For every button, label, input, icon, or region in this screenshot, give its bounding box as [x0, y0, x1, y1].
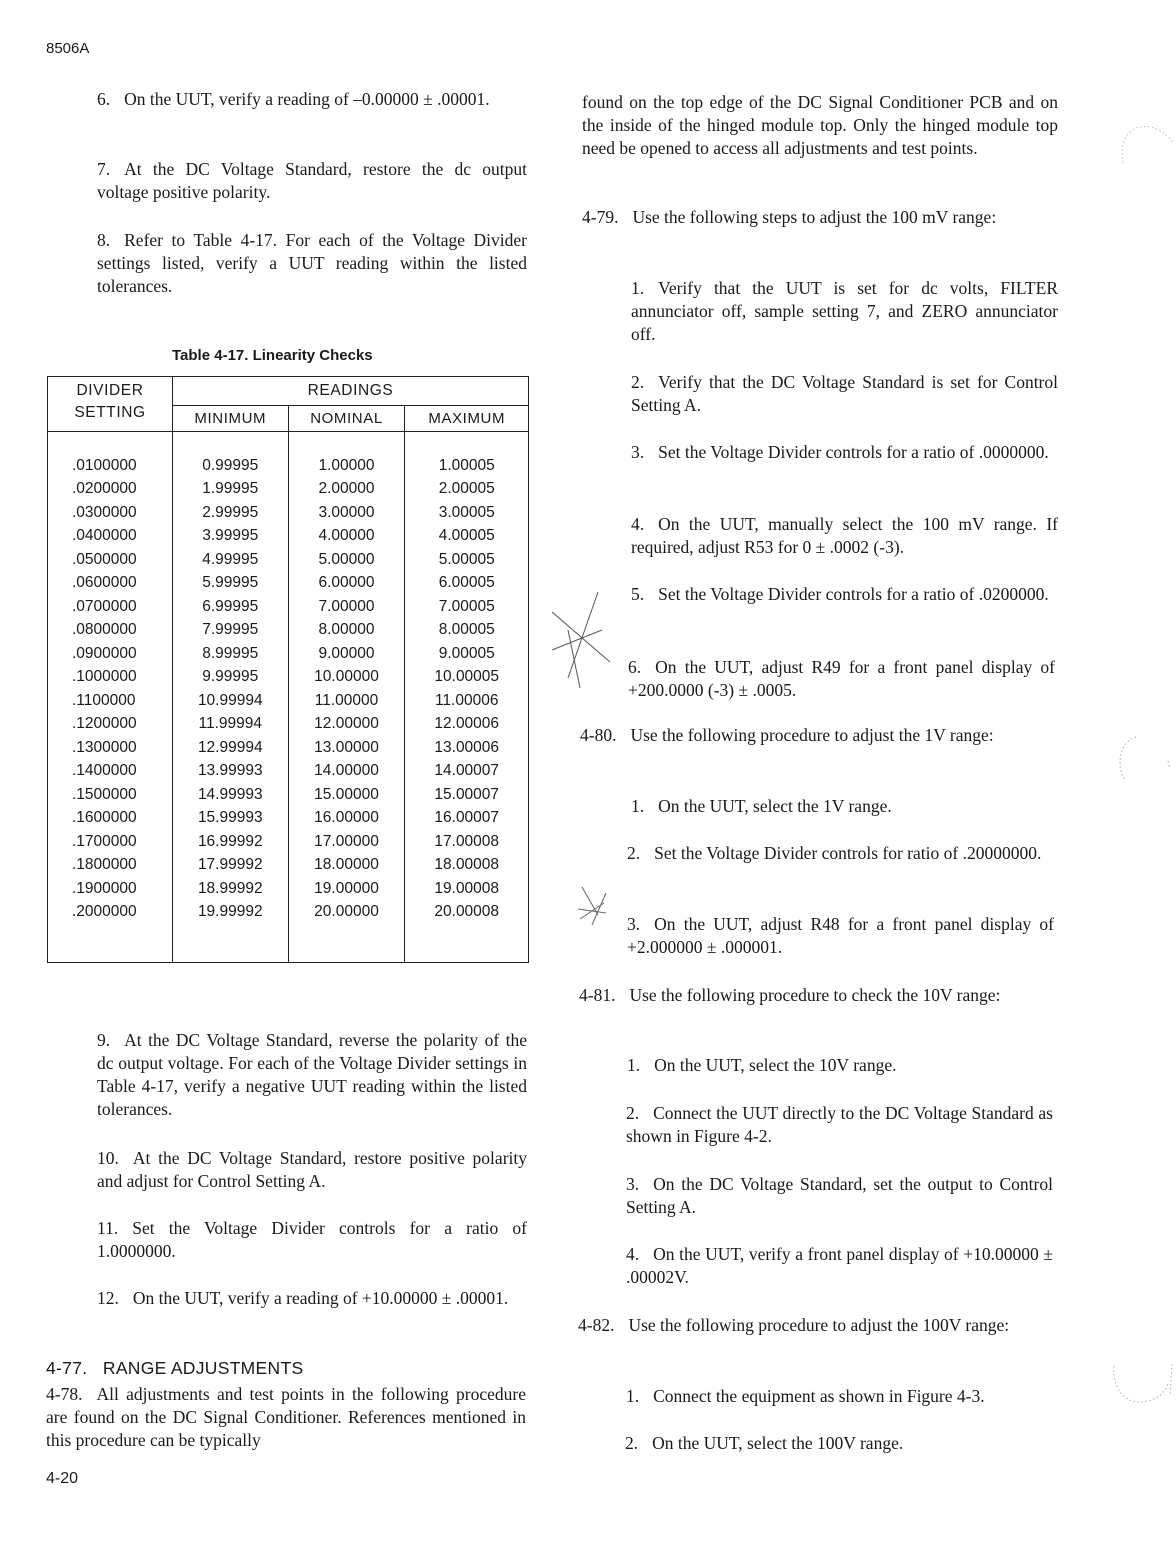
- paragraph-number: 4-81.: [579, 985, 616, 1005]
- table-row: [48, 501, 529, 525]
- table-row: [48, 642, 529, 666]
- step-number: 9.: [97, 1030, 111, 1050]
- maximum-cell: 8.00005: [405, 619, 529, 643]
- table-row: [48, 454, 529, 478]
- step-number: 8.: [97, 230, 111, 250]
- column-header-divider-setting: [48, 377, 173, 432]
- maximum-cell: 12.00006: [405, 713, 529, 737]
- divider-setting-cell: .1400000: [48, 760, 173, 784]
- table-row: [48, 760, 529, 784]
- divider-setting-cell: .1300000: [48, 736, 173, 760]
- maximum-cell: 14.00007: [405, 760, 529, 784]
- divider-setting-cell: .0500000: [48, 548, 173, 572]
- maximum-cell: 2.00005: [405, 478, 529, 502]
- step-4-79-3: [631, 441, 1058, 464]
- table-body: [48, 432, 529, 963]
- paragraph-4-80: [580, 724, 1056, 747]
- step-text: On the UUT, select the 1V range.: [658, 796, 892, 816]
- divider-setting-cell: .1800000: [48, 854, 173, 878]
- divider-setting-cell: .1600000: [48, 807, 173, 831]
- step-4-79-5: [631, 583, 1058, 606]
- empty-cell: [405, 924, 529, 963]
- maximum-cell: 19.00008: [405, 877, 529, 901]
- step-text: On the UUT, adjust R49 for a front panel display of +200.0000 (-3) ± .0005.: [628, 657, 1055, 700]
- maximum-cell: 5.00005: [405, 548, 529, 572]
- column-header-readings: READINGS: [173, 377, 529, 406]
- step-number: 11.: [97, 1218, 119, 1238]
- paragraph-number: 4-80.: [580, 725, 617, 745]
- maximum-cell: 10.00005: [405, 666, 529, 690]
- nominal-cell: 18.00000: [288, 854, 405, 878]
- table-row: [48, 619, 529, 643]
- step-number: 2.: [631, 372, 645, 392]
- divider-setting-cell: .0400000: [48, 525, 173, 549]
- divider-setting-cell: .0100000: [48, 454, 173, 478]
- maximum-cell: 13.00006: [405, 736, 529, 760]
- step-text: Set the Voltage Divider controls for a ratio of .0000000.: [658, 442, 1049, 462]
- nominal-cell: 9.00000: [288, 642, 405, 666]
- paragraph-continuation: found on the top edge of the DC Signal Conditioner PCB and on the inside of the hinged module top. Only the hinged module top need be opened to access all adjustments and test points.: [582, 92, 1058, 158]
- empty-cell: [48, 924, 173, 963]
- maximum-cell: 16.00007: [405, 807, 529, 831]
- step-text: At the DC Voltage Standard, reverse the polarity of the dc output voltage. For each of the Voltage Divider settings in Table 4-17, verify a negative UUT reading within the listed tolerances.: [97, 1030, 527, 1119]
- minimum-cell: 18.99992: [173, 877, 289, 901]
- minimum-cell: 17.99992: [173, 854, 289, 878]
- step-number: 6.: [97, 89, 111, 109]
- section-heading-range-adjustments: [46, 1358, 303, 1379]
- minimum-cell: 6.99995: [173, 595, 289, 619]
- binder-hole-icon: [1112, 116, 1176, 181]
- maximum-cell: 9.00005: [405, 642, 529, 666]
- table-bottom-row: [48, 924, 529, 963]
- paragraph-number: 4-78.: [46, 1384, 83, 1404]
- step-4-79-6: [628, 656, 1055, 702]
- nominal-cell: 2.00000: [288, 478, 405, 502]
- step-4-81-4: [626, 1243, 1053, 1289]
- step-text: On the DC Voltage Standard, set the output to Control Setting A.: [626, 1174, 1053, 1217]
- step-text: Verify that the DC Voltage Standard is set for Control Setting A.: [631, 372, 1058, 415]
- section-number: 4-77.: [46, 1358, 88, 1378]
- step-number: 1.: [627, 1055, 641, 1075]
- step-text: At the DC Voltage Standard, restore the dc output voltage positive polarity.: [97, 159, 527, 202]
- nominal-cell: 6.00000: [288, 572, 405, 596]
- step-text: Refer to Table 4-17. For each of the Voltage Divider settings listed, verify a UUT reading within the listed tolerances.: [97, 230, 527, 296]
- step-text: Connect the equipment as shown in Figure 4-3.: [653, 1386, 985, 1406]
- step-number: 2.: [626, 1103, 640, 1123]
- table-row: [48, 525, 529, 549]
- linearity-checks-table: [47, 376, 529, 963]
- step-left-10: [97, 1147, 527, 1193]
- step-4-82-1: [626, 1385, 1053, 1408]
- divider-setting-cell: .0700000: [48, 595, 173, 619]
- minimum-cell: 12.99994: [173, 736, 289, 760]
- step-left-11: [97, 1217, 527, 1263]
- step-text: Set the Voltage Divider controls for a ratio of .0200000.: [658, 584, 1049, 604]
- maximum-cell: 17.00008: [405, 830, 529, 854]
- step-text: On the UUT, verify a front panel display of +10.00000 ± .00002V.: [626, 1244, 1053, 1287]
- minimum-cell: 11.99994: [173, 713, 289, 737]
- handwritten-star-mark-icon: [578, 885, 608, 940]
- minimum-cell: 9.99995: [173, 666, 289, 690]
- minimum-cell: 10.99994: [173, 689, 289, 713]
- step-text: Set the Voltage Divider controls for a ratio of 1.0000000.: [97, 1218, 527, 1261]
- step-4-79-4: [631, 513, 1058, 559]
- step-text: On the UUT, select the 10V range.: [654, 1055, 897, 1075]
- nominal-cell: 15.00000: [288, 783, 405, 807]
- step-4-81-3: [626, 1173, 1053, 1219]
- table-row: [48, 666, 529, 690]
- empty-cell: [288, 924, 405, 963]
- minimum-cell: 19.99992: [173, 901, 289, 925]
- minimum-cell: 0.99995: [173, 454, 289, 478]
- table-row: [48, 830, 529, 854]
- page-number: 4-20: [46, 1470, 79, 1487]
- minimum-cell: 4.99995: [173, 548, 289, 572]
- step-number: 3.: [631, 442, 645, 462]
- step-text: On the UUT, select the 100V range.: [652, 1433, 904, 1453]
- divider-setting-cell: .0200000: [48, 478, 173, 502]
- nominal-cell: 13.00000: [288, 736, 405, 760]
- paragraph-4-79: [582, 206, 1058, 229]
- minimum-cell: 8.99995: [173, 642, 289, 666]
- step-number: 2.: [625, 1433, 639, 1453]
- table-caption: Table 4-17. Linearity Checks: [172, 347, 373, 364]
- step-number: 10.: [97, 1148, 119, 1168]
- step-left-12: [97, 1287, 527, 1310]
- nominal-cell: 11.00000: [288, 689, 405, 713]
- maximum-cell: 1.00005: [405, 454, 529, 478]
- nominal-cell: 8.00000: [288, 619, 405, 643]
- nominal-cell: 4.00000: [288, 525, 405, 549]
- minimum-cell: 16.99992: [173, 830, 289, 854]
- nominal-cell: 10.00000: [288, 666, 405, 690]
- table-row: [48, 901, 529, 925]
- step-number: 12.: [97, 1288, 119, 1308]
- step-4-80-1: [631, 795, 1058, 818]
- divider-setting-cell: .0900000: [48, 642, 173, 666]
- step-4-79-2: [631, 371, 1058, 417]
- divider-setting-cell: .1100000: [48, 689, 173, 713]
- table-spacer-row: [48, 432, 529, 455]
- step-number: 6.: [628, 657, 642, 677]
- step-4-80-3: [627, 913, 1054, 959]
- step-number: 3.: [626, 1174, 640, 1194]
- nominal-cell: 1.00000: [288, 454, 405, 478]
- step-left-8: [97, 229, 527, 298]
- step-number: 1.: [631, 278, 645, 298]
- minimum-cell: 14.99993: [173, 783, 289, 807]
- minimum-cell: 7.99995: [173, 619, 289, 643]
- nominal-cell: 16.00000: [288, 807, 405, 831]
- step-left-9: [97, 1029, 527, 1121]
- step-number: 1.: [626, 1386, 640, 1406]
- paragraph-text: Use the following steps to adjust the 100 mV range:: [632, 207, 997, 227]
- step-number: 4.: [626, 1244, 640, 1264]
- table-row: [48, 689, 529, 713]
- divider-setting-cell: .0300000: [48, 501, 173, 525]
- handwritten-star-mark-icon: [550, 590, 610, 695]
- step-number: 5.: [631, 584, 645, 604]
- step-text: At the DC Voltage Standard, restore positive polarity and adjust for Control Setting A.: [97, 1148, 527, 1191]
- maximum-cell: 3.00005: [405, 501, 529, 525]
- divider-setting-cell: .2000000: [48, 901, 173, 925]
- maximum-cell: 18.00008: [405, 854, 529, 878]
- divider-setting-cell: .0600000: [48, 572, 173, 596]
- paragraph-4-78: [46, 1383, 526, 1452]
- maximum-cell: 11.00006: [405, 689, 529, 713]
- divider-setting-cell: .1500000: [48, 783, 173, 807]
- paragraph-text: Use the following procedure to adjust the 1V range:: [630, 725, 994, 745]
- step-number: 7.: [97, 159, 111, 179]
- minimum-cell: 5.99995: [173, 572, 289, 596]
- table-row: [48, 736, 529, 760]
- paragraph-4-82: [578, 1314, 1052, 1337]
- maximum-cell: 7.00005: [405, 595, 529, 619]
- table-row: [48, 548, 529, 572]
- paragraph-number: 4-82.: [578, 1315, 615, 1335]
- minimum-cell: 1.99995: [173, 478, 289, 502]
- minimum-cell: 13.99993: [173, 760, 289, 784]
- nominal-cell: 5.00000: [288, 548, 405, 572]
- paragraph-4-81: [579, 984, 1055, 1007]
- nominal-cell: 14.00000: [288, 760, 405, 784]
- nominal-cell: 7.00000: [288, 595, 405, 619]
- divider-setting-cell: .1900000: [48, 877, 173, 901]
- step-text: On the UUT, adjust R48 for a front panel display of +2.000000 ± .000001.: [627, 914, 1054, 957]
- column-header-nominal: NOMINAL: [288, 406, 405, 432]
- step-left-7: [97, 158, 527, 204]
- nominal-cell: 3.00000: [288, 501, 405, 525]
- header-divider-line1: DIVIDER: [76, 382, 144, 399]
- document-model-header: 8506A: [46, 40, 90, 57]
- step-4-82-2: [625, 1432, 1052, 1455]
- paragraph-text: Use the following procedure to adjust the 100V range:: [628, 1315, 1010, 1335]
- header-divider-line2: SETTING: [74, 404, 146, 421]
- column-header-maximum: MAXIMUM: [405, 406, 529, 432]
- step-text: On the UUT, verify a reading of +10.00000 ± .00001.: [132, 1288, 509, 1308]
- table-row: [48, 595, 529, 619]
- divider-setting-cell: .0800000: [48, 619, 173, 643]
- table-row: [48, 713, 529, 737]
- step-4-81-2: [626, 1102, 1053, 1148]
- maximum-cell: 6.00005: [405, 572, 529, 596]
- paragraph-text: Use the following procedure to check the 10V range:: [629, 985, 1001, 1005]
- step-number: 3.: [627, 914, 641, 934]
- maximum-cell: 20.00008: [405, 901, 529, 925]
- maximum-cell: 15.00007: [405, 783, 529, 807]
- divider-setting-cell: .1200000: [48, 713, 173, 737]
- divider-setting-cell: .1000000: [48, 666, 173, 690]
- nominal-cell: 19.00000: [288, 877, 405, 901]
- empty-cell: [173, 924, 289, 963]
- step-text: Set the Voltage Divider controls for ratio of .20000000.: [654, 843, 1042, 863]
- step-text: On the UUT, verify a reading of –0.00000 ± .00001.: [124, 89, 490, 109]
- step-number: 2.: [627, 843, 641, 863]
- paragraph-number: 4-79.: [582, 207, 619, 227]
- step-4-80-2: [627, 842, 1054, 865]
- divider-setting-cell: .1700000: [48, 830, 173, 854]
- step-text: Connect the UUT directly to the DC Voltage Standard as shown in Figure 4-2.: [626, 1103, 1053, 1146]
- table-row: [48, 854, 529, 878]
- binder-hole-icon: [1110, 735, 1176, 790]
- minimum-cell: 3.99995: [173, 525, 289, 549]
- binder-hole-icon: [1110, 1362, 1176, 1417]
- table-row: [48, 807, 529, 831]
- minimum-cell: 2.99995: [173, 501, 289, 525]
- minimum-cell: 15.99993: [173, 807, 289, 831]
- table-row: [48, 478, 529, 502]
- maximum-cell: 4.00005: [405, 525, 529, 549]
- paragraph-text: All adjustments and test points in the following procedure are found on the DC Signal Conditioner. References mentioned in this procedure can be typically: [46, 1384, 526, 1450]
- table-row: [48, 877, 529, 901]
- step-left-6: [97, 88, 527, 111]
- section-title: RANGE ADJUSTMENTS: [102, 1358, 304, 1378]
- step-4-79-1: [631, 277, 1058, 346]
- nominal-cell: 12.00000: [288, 713, 405, 737]
- table-row: [48, 572, 529, 596]
- nominal-cell: 17.00000: [288, 830, 405, 854]
- column-header-minimum: MINIMUM: [173, 406, 289, 432]
- step-4-81-1: [627, 1054, 1054, 1077]
- nominal-cell: 20.00000: [288, 901, 405, 925]
- step-text: Verify that the UUT is set for dc volts, FILTER annunciator off, sample setting 7, and ZERO annunciator off.: [631, 278, 1058, 344]
- table-row: [48, 783, 529, 807]
- step-text: On the UUT, manually select the 100 mV range. If required, adjust R53 for 0 ± .0002 (-3).: [631, 514, 1058, 557]
- step-number: 1.: [631, 796, 645, 816]
- step-number: 4.: [631, 514, 645, 534]
